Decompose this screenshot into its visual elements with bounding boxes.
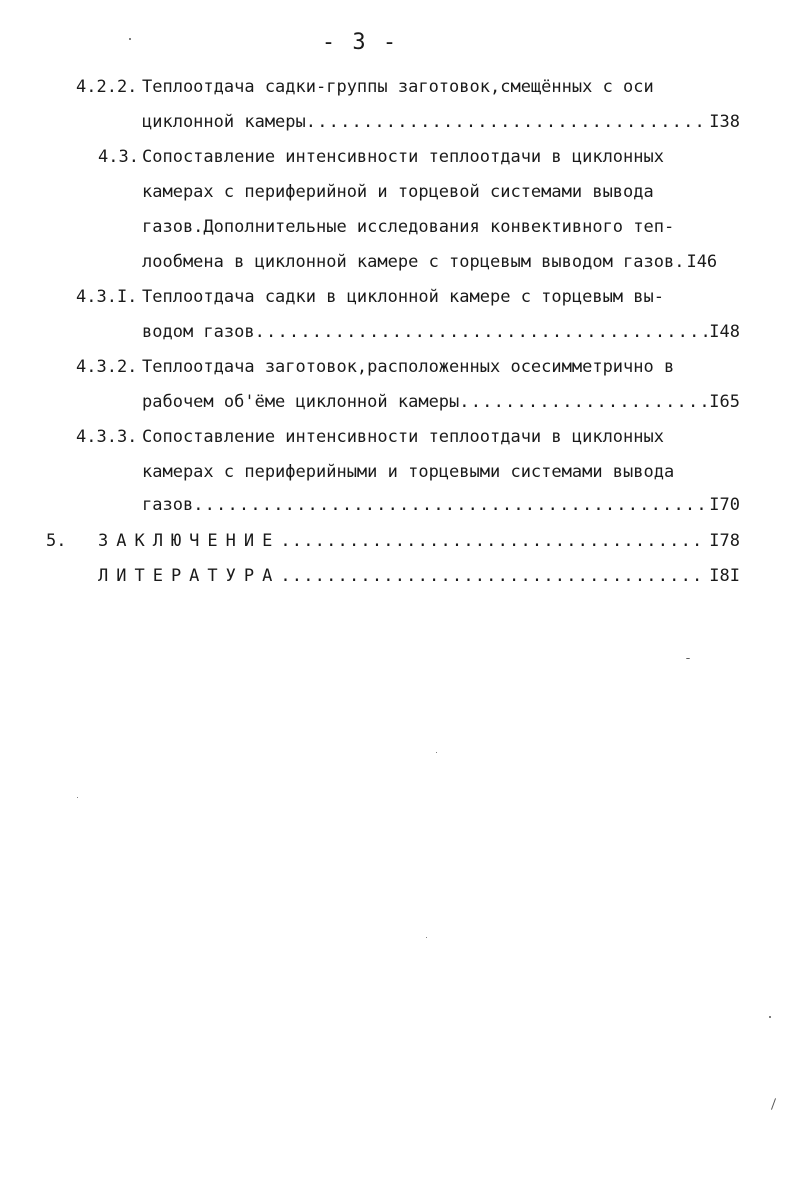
toc-entry-text: газов xyxy=(142,495,194,515)
dot-leader xyxy=(459,392,707,412)
toc-page-number: I65 xyxy=(709,392,740,412)
toc-entry-number: 4.3.3. xyxy=(76,427,138,447)
dot-leader xyxy=(193,495,707,515)
dot-leader xyxy=(255,322,708,342)
toc-page-number: I78 xyxy=(709,531,740,551)
toc-entry-last-line xyxy=(142,495,740,515)
toc-page-number: I70 xyxy=(709,495,740,515)
toc-entry-number: 4.3.I. xyxy=(76,287,138,307)
toc-entry-text: камерах с периферийными и торцевыми системами вывода xyxy=(142,462,675,482)
toc-section-title: ЛИТЕРАТУРА xyxy=(98,566,281,586)
toc-entry-last-line xyxy=(142,322,740,342)
toc-entry-text: Теплоотдача садки-группы заготовок,смещённых с оси xyxy=(142,77,654,97)
toc-entry-last-line xyxy=(98,566,740,586)
scan-speck xyxy=(436,752,437,753)
toc-page-number: I8I xyxy=(709,566,740,586)
toc-entry-text: водом газов xyxy=(142,322,255,342)
toc-entry-text: Сопоставление интенсивности теплоотдачи в циклонных xyxy=(142,147,664,167)
scan-speck xyxy=(771,1098,776,1110)
scan-speck xyxy=(129,38,131,40)
toc-entry-last-line xyxy=(142,392,740,412)
toc-entry-text: Теплоотдача садки в циклонной камере с торцевым вы- xyxy=(142,287,664,307)
dot-leader xyxy=(280,531,707,551)
dot-leader xyxy=(280,566,707,586)
page-number: - 3 - xyxy=(321,30,399,55)
toc-entry-last-line xyxy=(98,531,740,551)
toc-entry-text: рабочем об'ёме циклонной камеры xyxy=(142,392,460,412)
toc-entry-text: лообмена в циклонной камере с торцевым выводом газов. xyxy=(142,252,685,272)
scan-speck xyxy=(686,658,690,659)
toc-entry-number: 4.3. xyxy=(98,147,139,167)
toc-entry-text: Теплоотдача заготовок,расположенных осесимметрично в xyxy=(142,357,675,377)
toc-entry-text: газов.Дополнительные исследования конвективного теп- xyxy=(142,217,675,237)
toc-section-title: ЗАКЛЮЧЕНИЕ xyxy=(98,531,281,551)
toc-entry-text: камерах с периферийной и торцевой системами вывода xyxy=(142,182,654,202)
dot-leader xyxy=(306,112,708,132)
scan-speck xyxy=(77,797,78,798)
toc-entry-number: 4.2.2. xyxy=(76,77,138,97)
scan-speck xyxy=(769,1016,771,1018)
toc-entry-last-line xyxy=(142,112,740,132)
toc-entry-text: Сопоставление интенсивности теплоотдачи в циклонных xyxy=(142,427,664,447)
toc-entry-number: 4.3.2. xyxy=(76,357,138,377)
toc-entry-text: циклонной камеры xyxy=(142,112,306,132)
scan-speck xyxy=(426,937,427,938)
toc-page-number: I46 xyxy=(686,252,718,272)
toc-page-number: I48 xyxy=(709,322,740,342)
toc-entry-number: 5. xyxy=(46,531,67,551)
toc-page-number: I38 xyxy=(709,112,740,132)
toc-entry-last-line xyxy=(142,252,740,272)
